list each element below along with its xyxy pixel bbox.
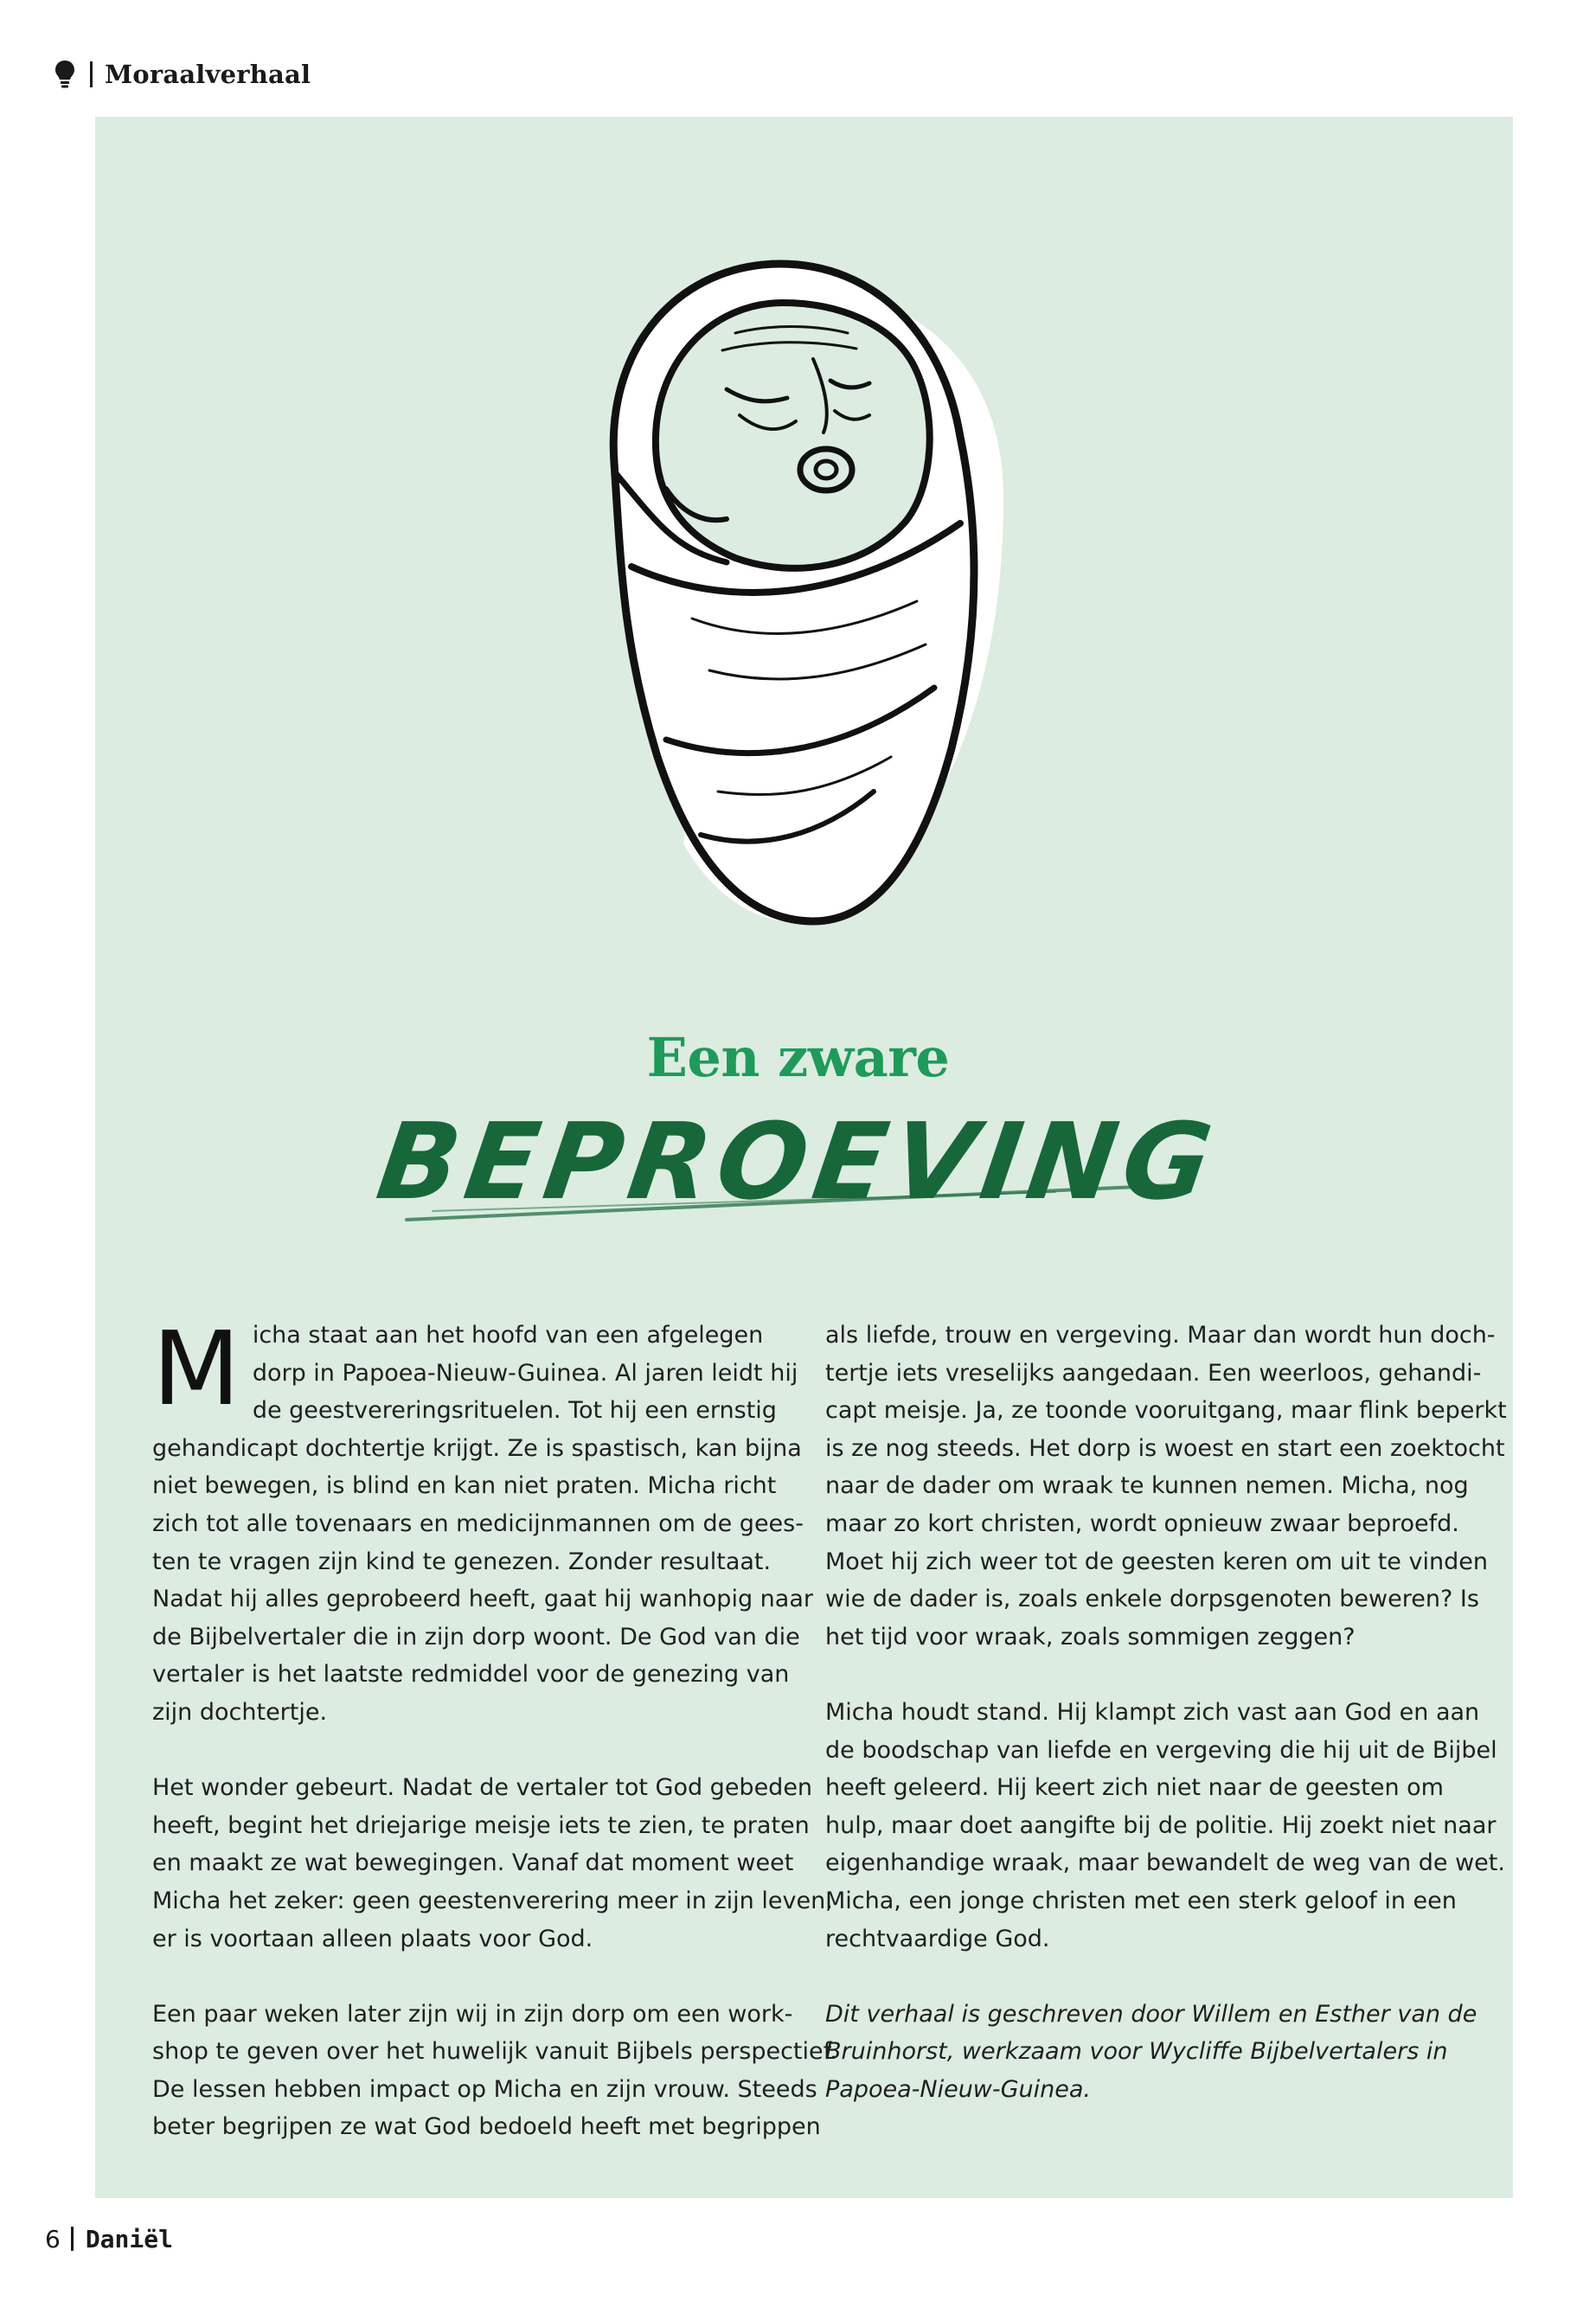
text-line: de Bijbelvertaler die in zijn dorp woont. De God van die [152, 1623, 800, 1650]
text-line: Micha, een jonge christen met een sterk geloof in een [825, 1887, 1457, 1914]
author-credit [825, 1996, 1477, 2109]
text-line: zijn dochtertje. [152, 1698, 328, 1726]
text-line: heeft geleerd. Hij keert zich niet naar de geesten om [825, 1774, 1444, 1802]
text-line: rechtvaardige God. [825, 1925, 1050, 1952]
text-line: eigenhandige wraak, maar bewandelt de weg van de wet. [825, 1849, 1505, 1877]
text-line: heeft, begint het driejarige meisje iets te zien, te praten [152, 1811, 810, 1839]
text-line: niet bewegen, is blind en kan niet praten. Micha richt [152, 1472, 777, 1500]
page-header [54, 57, 311, 92]
lightbulb-icon [54, 60, 76, 89]
text-line: zich tot alle tovenaars en medicijnmannen om de gees- [152, 1509, 804, 1537]
text-line: tertje iets vreselijks aangedaan. Een weerloos, gehandi- [825, 1359, 1482, 1387]
footer-separator [71, 2227, 74, 2251]
text-line: het tijd voor wraak, zoals sommigen zeggen? [825, 1623, 1356, 1650]
text-line: Het wonder gebeurt. Nadat de vertaler tot God gebeden [152, 1774, 813, 1802]
paragraph-1 [152, 1309, 813, 1732]
text-line: Papoea-Nieuw-Guinea. [825, 2075, 1092, 2103]
magazine-name: Daniël [85, 2224, 173, 2253]
article-column-left [152, 1309, 837, 2146]
text-line: maar zo kort christen, wordt opnieuw zwaar beproefd. [825, 1509, 1459, 1537]
text-line: de geestvereringsrituelen. Tot hij een ernstig [252, 1397, 777, 1425]
section-label: Moraalverhaal [105, 60, 311, 89]
title-top: Een zware [646, 1026, 950, 1089]
swaddled-baby-illustration [554, 238, 1038, 947]
text-line: Micha het zeker: geen geestenverering meer in zijn leven, [152, 1887, 833, 1914]
text-line: wie de dader is, zoals enkele dorpsgenoten beweren? Is [825, 1586, 1479, 1613]
text-line: als liefde, trouw en vergeving. Maar dan wordt hun doch- [825, 1322, 1496, 1349]
header-separator [90, 61, 93, 87]
page-number: 6 [45, 2224, 61, 2253]
text-line: icha staat aan het hoofd van een afgelegen [252, 1322, 764, 1349]
text-line: gehandicapt dochtertje krijgt. Ze is spastisch, kan bijna [152, 1434, 802, 1462]
text-line: Micha houdt stand. Hij klampt zich vast aan God en aan [825, 1698, 1480, 1726]
text-line: en maakt ze wat bewegingen. Vanaf dat moment weet [152, 1849, 794, 1877]
page-footer [45, 2221, 173, 2256]
text-line: Dit verhaal is geschreven door Willem en Esther van de [825, 2000, 1477, 2028]
text-line: er is voortaan alleen plaats voor God. [152, 1925, 593, 1952]
text-line: Bruinhorst, werkzaam voor Wycliffe Bijbelvertalers in [825, 2038, 1448, 2066]
text-line: hulp, maar doet aangifte bij de politie. Hij zoekt niet naar [825, 1811, 1497, 1839]
text-line: shop te geven over het huwelijk vanuit Bijbels perspectief. [152, 2038, 837, 2066]
paragraph-4 [825, 1317, 1507, 1656]
title-main: BEPROEVING [370, 1100, 1226, 1223]
text-line: capt meisje. Ja, ze toonde vooruitgang, maar flink beperkt [825, 1397, 1507, 1425]
text-line: Nadat hij alles geprobeerd heeft, gaat hij wanhopig naar [152, 1586, 813, 1613]
text-line: dorp in Papoea-Nieuw-Guinea. Al jaren leidt hij [252, 1359, 798, 1387]
text-line: Een paar weken later zijn wij in zijn dorp om een work- [152, 2000, 793, 2028]
text-line: ten te vragen zijn kind te genezen. Zonder resultaat. [152, 1548, 772, 1575]
drop-cap: M [152, 1309, 240, 1428]
text-line: De lessen hebben impact op Micha en zijn vrouw. Steeds [152, 2075, 817, 2103]
text-line: vertaler is het laatste redmiddel voor de genezing van [152, 1661, 790, 1689]
article-column-right [825, 1317, 1507, 2108]
text-line: is ze nog steeds. Het dorp is woest en start een zoektocht [825, 1434, 1505, 1462]
paragraph-5 [825, 1694, 1505, 1958]
text-line: Moet hij zich weer tot de geesten keren om uit te vinden [825, 1548, 1488, 1575]
text-line: beter begrijpen ze wat God bedoeld heeft met begrippen [152, 2113, 821, 2141]
text-line: de boodschap van liefde en vergeving die hij uit de Bijbel [825, 1736, 1497, 1764]
paragraph-2 [152, 1769, 833, 1958]
text-line: naar de dader om wraak te kunnen nemen. Micha, nog [825, 1472, 1469, 1500]
paragraph-3 [152, 1996, 837, 2146]
